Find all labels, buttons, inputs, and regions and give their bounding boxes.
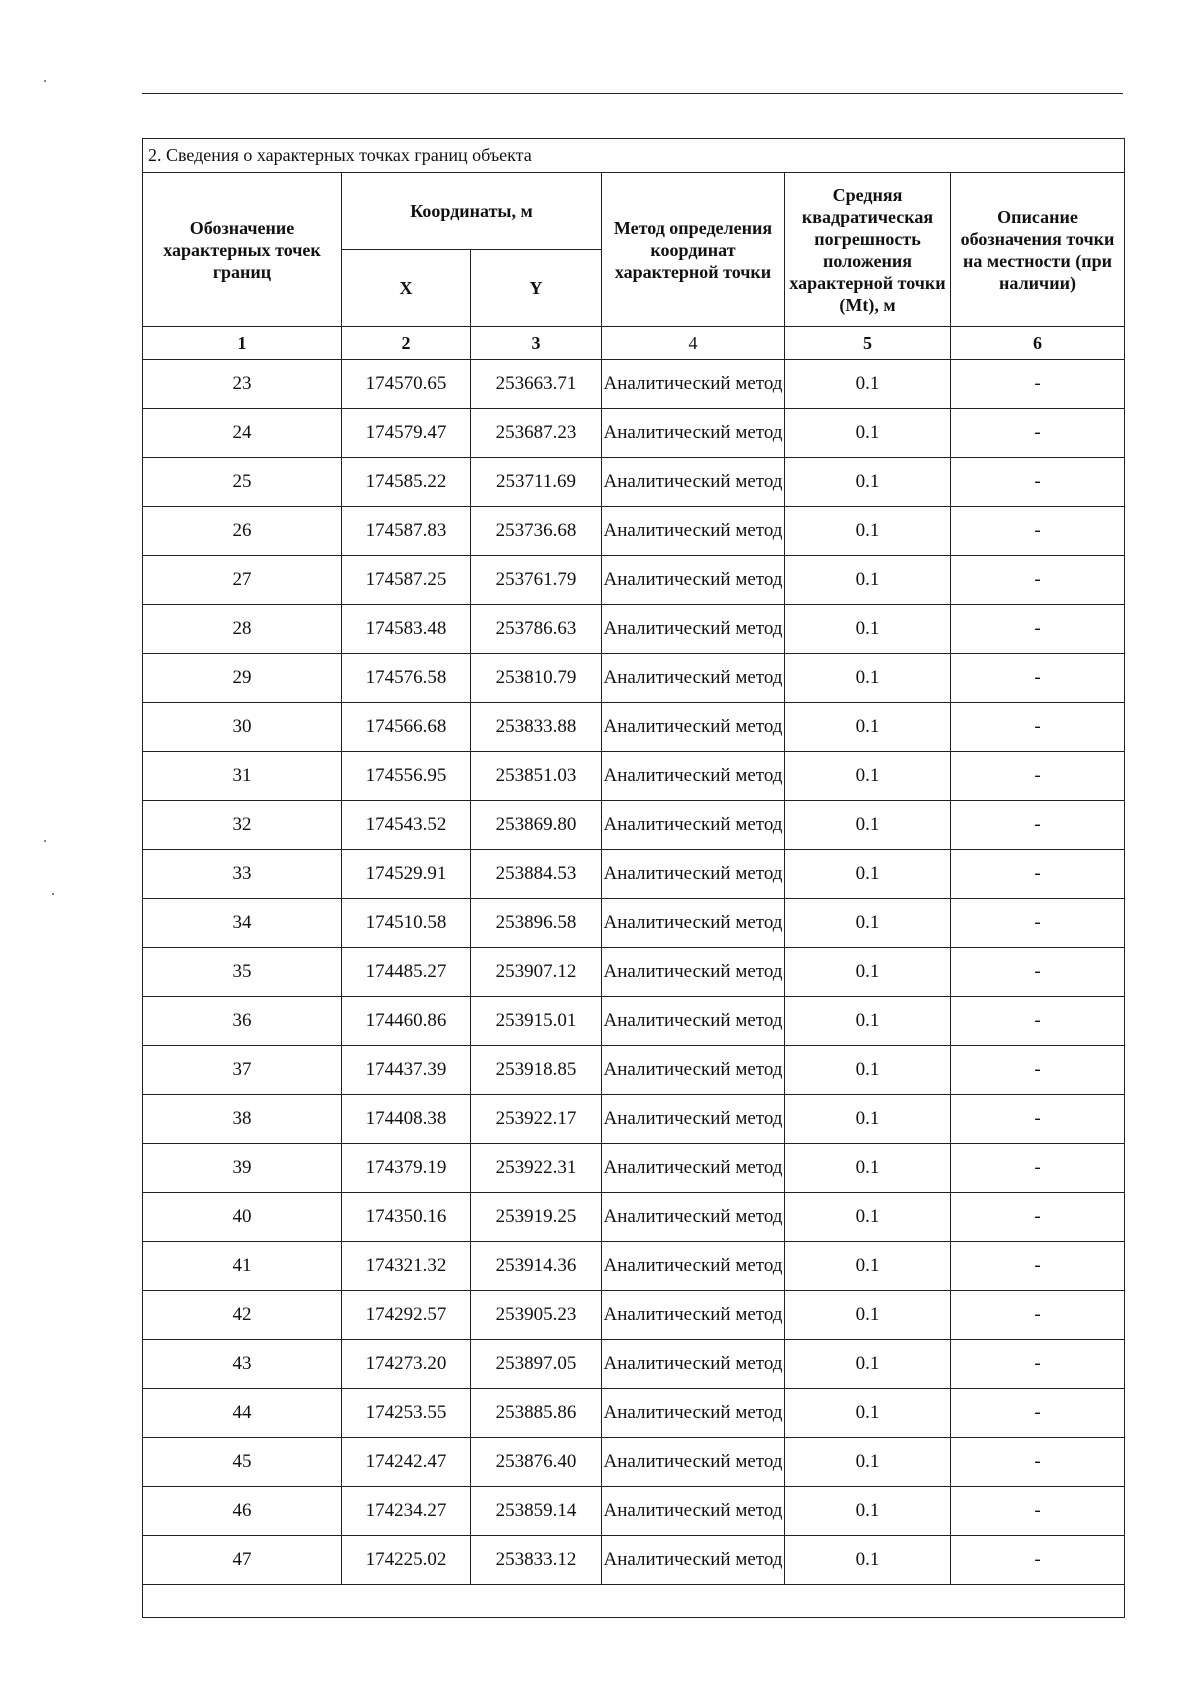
cell-mt: 0.1 <box>785 1438 951 1487</box>
table-row <box>143 899 1125 948</box>
cell-mt: 0.1 <box>785 1046 951 1095</box>
cell-description: - <box>951 997 1125 1046</box>
cell-x: 174566.68 <box>342 703 471 752</box>
cell-method: Аналитический метод <box>602 1487 785 1536</box>
cell-x: 174570.65 <box>342 360 471 409</box>
cell-x: 174437.39 <box>342 1046 471 1095</box>
cell-description: - <box>951 1242 1125 1291</box>
table-row <box>143 458 1125 507</box>
scan-speck <box>52 893 54 895</box>
cell-description: - <box>951 556 1125 605</box>
cell-x: 174321.32 <box>342 1242 471 1291</box>
table-row <box>143 997 1125 1046</box>
cell-point: 41 <box>143 1242 342 1291</box>
cell-method: Аналитический метод <box>602 1438 785 1487</box>
header-designation: Обозначение характерных точек границ <box>143 173 342 327</box>
cell-method: Аналитический метод <box>602 850 785 899</box>
table-row <box>143 1046 1125 1095</box>
cell-description: - <box>951 1536 1125 1585</box>
cell-point: 33 <box>143 850 342 899</box>
cell-y: 253761.79 <box>471 556 602 605</box>
cell-description: - <box>951 752 1125 801</box>
cell-description: - <box>951 850 1125 899</box>
table-row <box>143 948 1125 997</box>
cell-point: 38 <box>143 1095 342 1144</box>
table-footer-cell <box>143 1585 1125 1618</box>
cell-mt: 0.1 <box>785 409 951 458</box>
cell-y: 253786.63 <box>471 605 602 654</box>
cell-mt: 0.1 <box>785 360 951 409</box>
cell-description: - <box>951 1144 1125 1193</box>
table-row <box>143 360 1125 409</box>
cell-point: 35 <box>143 948 342 997</box>
cell-mt: 0.1 <box>785 1242 951 1291</box>
cell-x: 174460.86 <box>342 997 471 1046</box>
cell-y: 253869.80 <box>471 801 602 850</box>
cell-y: 253919.25 <box>471 1193 602 1242</box>
table-caption: 2. Сведения о характерных точках границ объекта <box>143 139 1125 173</box>
cell-description: - <box>951 1193 1125 1242</box>
cell-method: Аналитический метод <box>602 899 785 948</box>
cell-x: 174234.27 <box>342 1487 471 1536</box>
cell-x: 174543.52 <box>342 801 471 850</box>
cell-y: 253922.31 <box>471 1144 602 1193</box>
scan-speck <box>44 840 46 842</box>
cell-description: - <box>951 703 1125 752</box>
cell-y: 253663.71 <box>471 360 602 409</box>
cell-description: - <box>951 1389 1125 1438</box>
cell-method: Аналитический метод <box>602 703 785 752</box>
cell-description: - <box>951 360 1125 409</box>
cell-method: Аналитический метод <box>602 801 785 850</box>
cell-point: 37 <box>143 1046 342 1095</box>
cell-point: 31 <box>143 752 342 801</box>
cell-y: 253897.05 <box>471 1340 602 1389</box>
table-row <box>143 1193 1125 1242</box>
cell-x: 174242.47 <box>342 1438 471 1487</box>
header-error: Средняя квадратическая погрешность положения характерной точки (Mt), м <box>785 173 951 327</box>
cell-point: 36 <box>143 997 342 1046</box>
cell-point: 43 <box>143 1340 342 1389</box>
cell-y: 253918.85 <box>471 1046 602 1095</box>
table-footer-row <box>143 1585 1125 1618</box>
table-row <box>143 703 1125 752</box>
cell-mt: 0.1 <box>785 1193 951 1242</box>
cell-mt: 0.1 <box>785 458 951 507</box>
scan-speck <box>44 80 46 82</box>
cell-method: Аналитический метод <box>602 605 785 654</box>
cell-method: Аналитический метод <box>602 1144 785 1193</box>
cell-mt: 0.1 <box>785 801 951 850</box>
cell-method: Аналитический метод <box>602 1193 785 1242</box>
cell-x: 174510.58 <box>342 899 471 948</box>
cell-method: Аналитический метод <box>602 458 785 507</box>
cell-description: - <box>951 654 1125 703</box>
cell-point: 42 <box>143 1291 342 1340</box>
cell-description: - <box>951 605 1125 654</box>
cell-x: 174579.47 <box>342 409 471 458</box>
boundary-points-table-frame <box>142 138 1124 1618</box>
cell-y: 253884.53 <box>471 850 602 899</box>
table-row <box>143 801 1125 850</box>
cell-x: 174273.20 <box>342 1340 471 1389</box>
cell-mt: 0.1 <box>785 1487 951 1536</box>
cell-y: 253859.14 <box>471 1487 602 1536</box>
column-number: 2 <box>342 327 471 360</box>
table-row <box>143 1438 1125 1487</box>
cell-point: 47 <box>143 1536 342 1585</box>
cell-mt: 0.1 <box>785 507 951 556</box>
cell-description: - <box>951 1095 1125 1144</box>
cell-x: 174253.55 <box>342 1389 471 1438</box>
cell-mt: 0.1 <box>785 1389 951 1438</box>
cell-point: 27 <box>143 556 342 605</box>
cell-point: 39 <box>143 1144 342 1193</box>
cell-y: 253687.23 <box>471 409 602 458</box>
table-row <box>143 1242 1125 1291</box>
column-number: 3 <box>471 327 602 360</box>
cell-description: - <box>951 1438 1125 1487</box>
cell-x: 174485.27 <box>342 948 471 997</box>
cell-mt: 0.1 <box>785 703 951 752</box>
cell-mt: 0.1 <box>785 605 951 654</box>
cell-y: 253896.58 <box>471 899 602 948</box>
cell-mt: 0.1 <box>785 948 951 997</box>
cell-method: Аналитический метод <box>602 556 785 605</box>
cell-point: 30 <box>143 703 342 752</box>
cell-x: 174583.48 <box>342 605 471 654</box>
cell-y: 253851.03 <box>471 752 602 801</box>
cell-point: 29 <box>143 654 342 703</box>
column-number: 6 <box>951 327 1125 360</box>
column-number: 1 <box>143 327 342 360</box>
top-rule <box>142 93 1123 94</box>
cell-description: - <box>951 1487 1125 1536</box>
cell-y: 253833.88 <box>471 703 602 752</box>
table-row <box>143 1487 1125 1536</box>
cell-point: 45 <box>143 1438 342 1487</box>
cell-description: - <box>951 507 1125 556</box>
cell-y: 253810.79 <box>471 654 602 703</box>
cell-description: - <box>951 1046 1125 1095</box>
cell-point: 46 <box>143 1487 342 1536</box>
table-row <box>143 1389 1125 1438</box>
cell-mt: 0.1 <box>785 997 951 1046</box>
cell-description: - <box>951 458 1125 507</box>
table-row <box>143 556 1125 605</box>
cell-mt: 0.1 <box>785 752 951 801</box>
cell-x: 174225.02 <box>342 1536 471 1585</box>
cell-mt: 0.1 <box>785 1144 951 1193</box>
cell-method: Аналитический метод <box>602 752 785 801</box>
cell-method: Аналитический метод <box>602 360 785 409</box>
cell-mt: 0.1 <box>785 1095 951 1144</box>
cell-y: 253907.12 <box>471 948 602 997</box>
cell-method: Аналитический метод <box>602 654 785 703</box>
column-number-row <box>143 327 1125 360</box>
table-row <box>143 605 1125 654</box>
header-coordinates: Координаты, м <box>342 173 602 250</box>
cell-method: Аналитический метод <box>602 1340 785 1389</box>
column-number: 4 <box>602 327 785 360</box>
cell-y: 253711.69 <box>471 458 602 507</box>
cell-description: - <box>951 801 1125 850</box>
cell-point: 23 <box>143 360 342 409</box>
cell-y: 253885.86 <box>471 1389 602 1438</box>
cell-mt: 0.1 <box>785 556 951 605</box>
cell-method: Аналитический метод <box>602 1536 785 1585</box>
cell-y: 253905.23 <box>471 1291 602 1340</box>
cell-y: 253915.01 <box>471 997 602 1046</box>
cell-point: 34 <box>143 899 342 948</box>
header-x: X <box>342 250 471 327</box>
cell-point: 26 <box>143 507 342 556</box>
cell-method: Аналитический метод <box>602 1291 785 1340</box>
cell-mt: 0.1 <box>785 1536 951 1585</box>
cell-method: Аналитический метод <box>602 409 785 458</box>
cell-x: 174408.38 <box>342 1095 471 1144</box>
cell-point: 40 <box>143 1193 342 1242</box>
header-method: Метод определения координат характерной точки <box>602 173 785 327</box>
table-row <box>143 1536 1125 1585</box>
cell-method: Аналитический метод <box>602 507 785 556</box>
cell-x: 174585.22 <box>342 458 471 507</box>
cell-y: 253736.68 <box>471 507 602 556</box>
cell-mt: 0.1 <box>785 899 951 948</box>
cell-x: 174529.91 <box>342 850 471 899</box>
cell-description: - <box>951 899 1125 948</box>
cell-description: - <box>951 1340 1125 1389</box>
boundary-points-table <box>142 138 1125 1618</box>
cell-x: 174587.83 <box>342 507 471 556</box>
table-row <box>143 654 1125 703</box>
cell-method: Аналитический метод <box>602 1242 785 1291</box>
cell-x: 174556.95 <box>342 752 471 801</box>
cell-point: 32 <box>143 801 342 850</box>
cell-point: 25 <box>143 458 342 507</box>
cell-y: 253876.40 <box>471 1438 602 1487</box>
cell-method: Аналитический метод <box>602 1389 785 1438</box>
cell-x: 174379.19 <box>342 1144 471 1193</box>
cell-mt: 0.1 <box>785 850 951 899</box>
cell-y: 253833.12 <box>471 1536 602 1585</box>
cell-y: 253922.17 <box>471 1095 602 1144</box>
cell-description: - <box>951 948 1125 997</box>
header-y: Y <box>471 250 602 327</box>
cell-method: Аналитический метод <box>602 997 785 1046</box>
cell-x: 174587.25 <box>342 556 471 605</box>
table-row <box>143 1144 1125 1193</box>
cell-x: 174350.16 <box>342 1193 471 1242</box>
table-row <box>143 850 1125 899</box>
cell-mt: 0.1 <box>785 1291 951 1340</box>
cell-method: Аналитический метод <box>602 1046 785 1095</box>
column-number: 5 <box>785 327 951 360</box>
table-row <box>143 752 1125 801</box>
cell-mt: 0.1 <box>785 1340 951 1389</box>
header-description: Описание обозначения точки на местности (при наличии) <box>951 173 1125 327</box>
cell-x: 174576.58 <box>342 654 471 703</box>
cell-description: - <box>951 409 1125 458</box>
table-row <box>143 409 1125 458</box>
cell-method: Аналитический метод <box>602 1095 785 1144</box>
cell-x: 174292.57 <box>342 1291 471 1340</box>
cell-point: 44 <box>143 1389 342 1438</box>
cell-method: Аналитический метод <box>602 948 785 997</box>
cell-description: - <box>951 1291 1125 1340</box>
table-row <box>143 1291 1125 1340</box>
cell-point: 24 <box>143 409 342 458</box>
cell-mt: 0.1 <box>785 654 951 703</box>
cell-y: 253914.36 <box>471 1242 602 1291</box>
table-row <box>143 1095 1125 1144</box>
cell-point: 28 <box>143 605 342 654</box>
table-row <box>143 507 1125 556</box>
table-row <box>143 1340 1125 1389</box>
